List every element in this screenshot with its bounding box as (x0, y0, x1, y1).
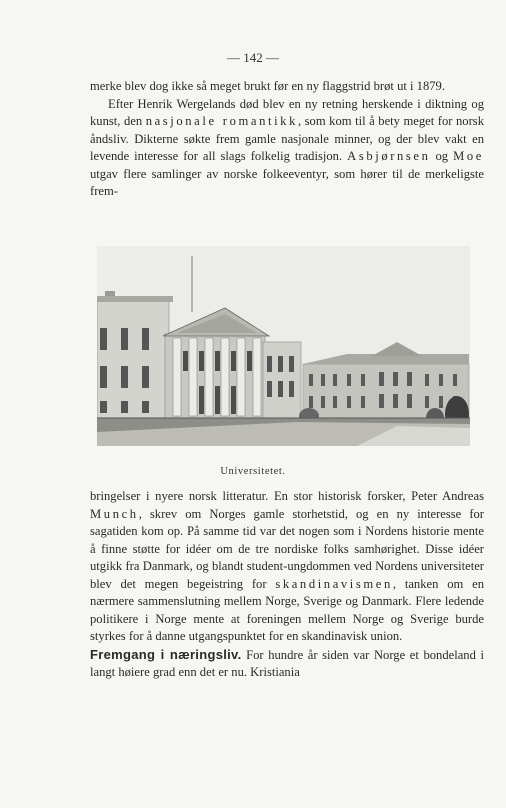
paragraph-text: , tanken om en nærmere sammenslutning mellem Norge, Sverige og Danmark. Flere ledende politikere i Norge mente at foreningen mellem Norge og Sverige burde styrkes for å danne utgangspunktet for en skandinavisk union. (90, 576, 484, 643)
paragraph-text: , som kom til å bety meget for norsk åndsliv. Dikterne søkte frem gamle nasjonale minner, og der blev vakt en levende interesse for all slags folkelig tradisjon. (90, 114, 485, 163)
paragraph-text: Efter Henrik Wergelands død blev en ny retning herskende i diktning og kunst, den (90, 96, 484, 128)
paragraph-text: utgav flere samlinger av norske folkeeventyr, som hører til de merkeligste frem- (90, 166, 484, 198)
paragraph (90, 96, 484, 201)
paragraph-text: og (430, 149, 454, 163)
university-building-illustration (97, 246, 470, 446)
paragraph-text: bringelser i nyere norsk litteratur. En stor historisk forsker, Peter Andreas (90, 489, 484, 503)
emphasized-name: Munch (90, 506, 139, 521)
emphasized-name: Asbjørnsen (347, 149, 431, 163)
emphasized-name: Moe (453, 149, 484, 163)
paragraph-text: For hundre år siden var Norge et bondeland i langt høiere grad enn det er nu. Kristiania (90, 647, 484, 679)
paragraph (90, 488, 484, 646)
paragraph-text: , skrev om Norges gamle storhetstid, og en ny interesse for sagatiden kom op. På samme tid var det nogen som i Nordens historie mente å finne støtte for idéer om de tre nordiske folks samhørighet. Disse idéer utgikk fra Danmark, og blandt student-ungdommen ved Nordens universiteter blev det megen begeistring for (90, 506, 484, 591)
text-block-bottom (90, 488, 484, 682)
section-heading: Fremgang i næringsliv. (90, 646, 242, 662)
emphasized-term: nasjonale romantikk (145, 114, 298, 128)
page-number: — 142 — (227, 50, 279, 65)
paragraph (90, 646, 484, 682)
paragraph-text: merke blev dog ikke så meget brukt før en ny flaggstrid brøt ut i 1879. (90, 79, 445, 93)
figure-caption: Universitetet. (220, 466, 286, 477)
university-photo (97, 246, 470, 446)
text-block-top (90, 78, 484, 201)
paragraph (90, 78, 484, 96)
emphasized-term: skandinavismen (275, 576, 393, 591)
